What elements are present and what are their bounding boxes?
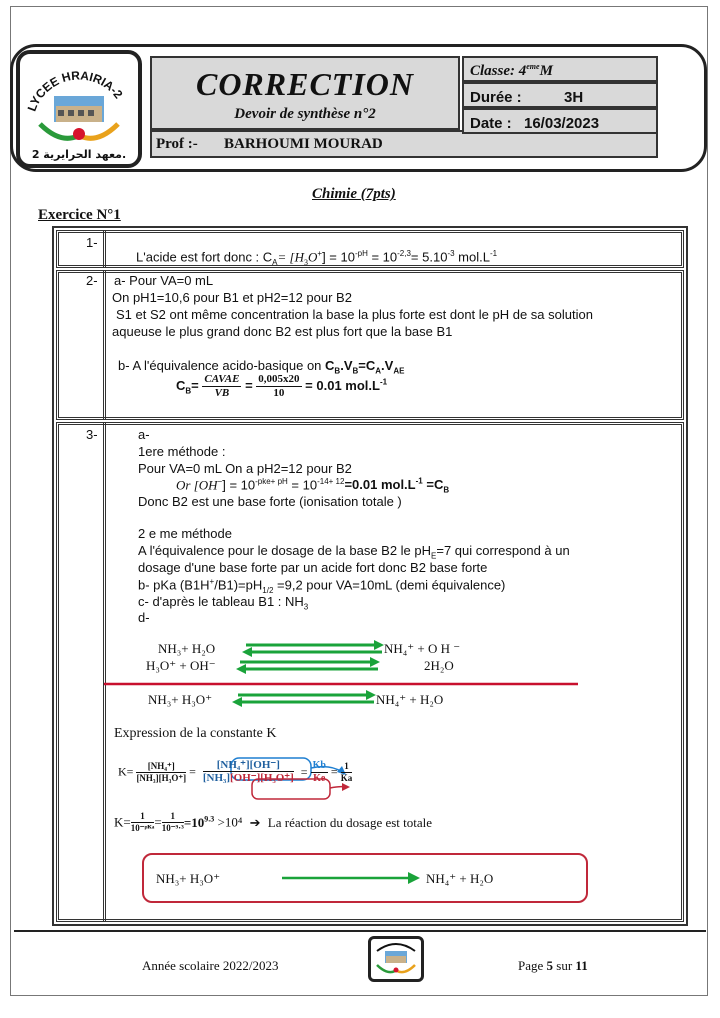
prof-label: Prof :- — [156, 136, 198, 152]
footer-page: Page 5 sur 11 — [518, 958, 588, 973]
date-label: Date : — [470, 115, 512, 132]
classe-suffix: M — [539, 63, 553, 79]
classe-label: Classe: — [470, 63, 515, 79]
q3-m1-l2: Or $[OH^-] = 10^{-pke+ pH} = 10^{-14+ 12}=0.01$ $mol.L^{-1} =C_B$ — [176, 477, 450, 495]
logo-top-text: LYCEE HRAIRIA-2 — [24, 68, 126, 114]
q3-m2-l2: dosage d'une base forte par un acide fort donc B2 base forte — [138, 560, 488, 575]
footer-logo-graphic — [371, 939, 421, 979]
k-value: K= $\frac{1}{\text{10⁻ᵖᴷᵃ}}$ = $\frac{1}{\text{10⁻⁹·³}}$ $=10^{9.3} >10^4$ ➔ La réaction du dosage est totale — [114, 811, 433, 833]
logo-bottom-text: معهد الحرايرية 2. — [31, 148, 127, 161]
q3-number: 3- — [86, 427, 98, 442]
section-title: Chimie (7pts) — [312, 186, 396, 202]
prof-name: BARHOUMI MOURAD — [224, 136, 383, 152]
q3-b: b- pKa $(B1H^+/B1)=pH_{1/2} =9,2$ pour VA=10mL (demi équivalence) — [138, 577, 506, 595]
duree-label: Durée : — [470, 89, 522, 106]
equilibrium-arrow-2 — [236, 657, 380, 674]
exercise-title: Exercice N°1 — [38, 207, 121, 223]
q3-c: c- d'après le tableau B1 : $NH_3$ — [138, 594, 309, 612]
q3-m1: 1ere méthode : — [138, 444, 226, 459]
equilibrium-arrow-1 — [242, 640, 384, 657]
reaction3-right: NH₄⁺ + H₂O — [376, 692, 444, 707]
doc-title: CORRECTION — [195, 66, 415, 102]
reaction1-left: NH₃+ H₂O — [158, 641, 216, 656]
reaction2-right: 2H₂O — [424, 658, 454, 673]
classe-sup: eme — [526, 62, 540, 71]
q2-line5: b- A l'équivalence acido-basique on $C_B.V_B=C_A.V_{AE}$ — [118, 358, 405, 376]
k-title: Expression de la constante K — [114, 726, 277, 741]
footer-logo — [368, 936, 424, 982]
q2-cb-formula: $C_B=$ $\frac{\text{CAVAE}}{VB}$ = $\frac{0,005x20}{10}$ = 0.01 $mol.L^{-1}$ — [176, 373, 388, 399]
q2-line2: On pH1=10,6 pour B1 et pH2=12 pour B2 — [112, 290, 352, 305]
q3-a: a- — [138, 427, 150, 442]
reaction2-left: H₃O⁺ + OH⁻ — [146, 658, 216, 673]
q3-d: d- — [138, 610, 150, 625]
q1-text: L'acide est fort donc : $C_A= [H_3O^+] = 10^{-pH} = 10^{-2,3}= 5.10^{-3}$ $mol.L^{-1}$ — [136, 249, 498, 267]
k-expression: K= $\frac{\text{[NH₄⁺]}}{\text{[NH₃][H₃O⁺]}}$ = $\frac{\text{[NH₄⁺][OH⁻]}}{\text{[NH₃][OH⁻][H₃O⁺]}}$ = $\frac{Kb}{Ke}$ = $\frac{1}{Ka}$ — [118, 759, 353, 784]
final-reaction-left: NH₃+ H₃O⁺ — [156, 871, 221, 886]
final-reaction-right: NH₄⁺ + H₂O — [426, 871, 494, 886]
doc-subtitle: Devoir de synthèse n°2 — [234, 106, 376, 122]
duree-value: 3H — [564, 89, 584, 106]
q2-line4: aqueuse le plus grand donc B2 est plus fort que la base B1 — [112, 324, 453, 339]
reaction1-right: NH₄⁺ + O H ⁻ — [384, 641, 461, 656]
q3-m1-l3: Donc B2 est une base forte (ionisation totale ) — [138, 494, 402, 509]
q3-m2-l1: A l'équivalence pour le dosage de la base B2 le $pH_E=7$ qui correspond à un — [138, 543, 570, 561]
equilibrium-arrow-3 — [232, 690, 376, 707]
q2-line1: a- Pour VA=0 mL — [114, 273, 214, 288]
q1-number: 1- — [86, 235, 98, 250]
footer-divider — [14, 930, 706, 932]
date-value: 16/03/2023 — [524, 115, 600, 132]
q3-m2: 2 e me méthode — [138, 526, 232, 541]
classe-value: 4 — [518, 63, 527, 79]
arrow-right-icon: ➔ — [249, 814, 261, 830]
footer-year: Année scolaire 2022/2023 — [142, 958, 279, 973]
q3-m1-l1: Pour VA=0 mL On a pH2=12 pour B2 — [138, 461, 352, 476]
q2-line3: S1 et S2 ont même concentration la base la plus forte est dont le pH de sa solution — [116, 307, 593, 322]
reaction3-left: NH₃+ H₃O⁺ — [148, 692, 213, 707]
q2-number: 2- — [86, 273, 98, 288]
